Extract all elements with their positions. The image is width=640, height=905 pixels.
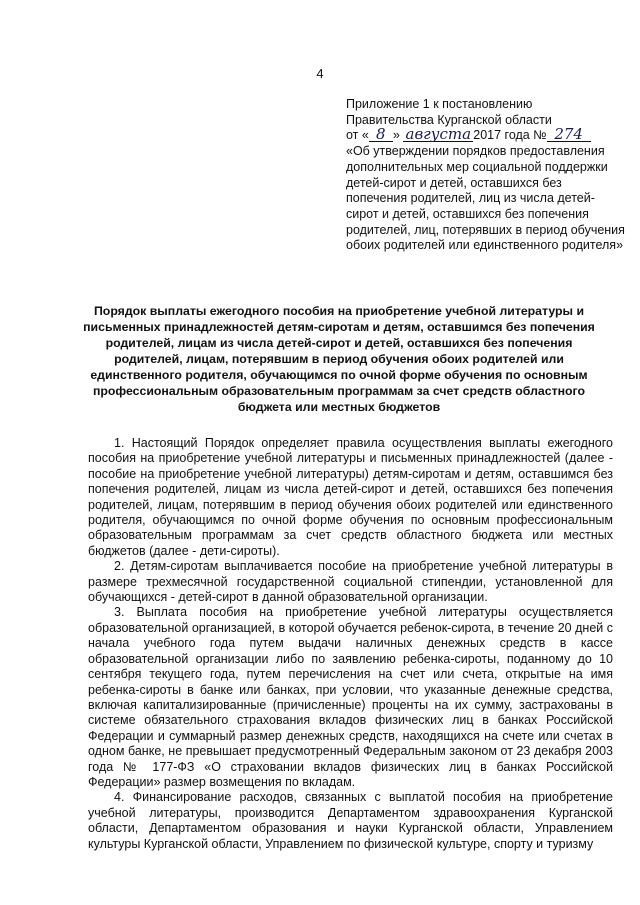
appendix-block [346, 97, 626, 254]
appendix-line-2: Правительства Курганской области [346, 112, 552, 127]
paragraph-4: 4. Финансирование расходов, связанных с выплатой пособия на приобретение учебной литературы, производится Департаментом здравоохранения Курганской области, Департаментом образования и науки Курганской области, Управлением культуры Курганской области, Управлением по физической культуре, спорту и туризму [88, 790, 613, 851]
document-title: Порядок выплаты ежегодного пособия на приобретение учебной литературы и письменных принадлежностей детям-сиротам и детям, оставшимся без попечения родителей, лицам из числа детей-сирот и детей, оставшихся без попечения родителей, лицам, потерявшим в период обучения обоих родителей или единственного родителя, обучающимся по очной форме обучения по основным профессиональным образовательным программам за счет средств областного бюджета или местных бюджетов [83, 304, 595, 414]
appendix-subject: «Об утверждении порядков предоставления дополнительных мер социальной поддержки детей-сирот и детей, оставшихся без попечения родителей, лиц из числа детей-сирот и детей, оставшихся без попечения родителей, лиц, потерявших в период обучения обоих родителей или единственного родителя» [346, 144, 625, 253]
handwritten-month: августа [403, 128, 473, 142]
date-prefix: от « [346, 128, 369, 143]
date-close: » [392, 128, 400, 143]
paragraph-1: 1. Настоящий Порядок определяет правила осуществления выплаты ежегодного пособия на приобретение учебной литературы и письменных принадлежностей (далее - пособие на приобретение учебной литературы) детям-сиротам и детям, оставшимся без попечения родителей, лицам из числа детей-сирот и детей, оставшихся без попечения родителей, лицам, потерявшим в период обучения обоих родителей или единственного родителя, обучающимся по очной форме обучения по основным профессиональным образовательным программам за счет средств областного бюджета или местных бюджетов (далее - дети-сироты). [88, 436, 613, 558]
document-body [88, 436, 613, 852]
appendix-date-line [346, 125, 626, 144]
page-number: 4 [316, 66, 324, 81]
appendix-line-1: Приложение 1 к постановлению [346, 97, 533, 111]
paragraph-3: 3. Выплата пособия на приобретение учебной литературы осуществляется образовательной организацией, в которой обучается ребенок-сирота, в течение 20 дней с начала учебного года путем выдачи наличных денежных средств в кассе образовательной организации либо по заявлению ребенка-сироты, поданному до 10 сентября текущего года, путем перечисления на счет или счета, открытые на имя ребенка-сироты в банке или банках, при условии, что указанные денежные средства, включая капитализированные (причисленные) проценты на их сумму, застрахованы в системе обязательного страхования вкладов физических лиц в банках Российской Федерации и суммарный размер денежных средств, находящихся на счете или счетах в одном банке, не превышает предусмотренный Федеральным законом от 23 декабря 2003 года № 177-ФЗ «О страховании вкладов физических лиц в банках Российской Федерации» размер возмещения по вкладам. [88, 605, 613, 789]
handwritten-number: 274 [547, 128, 591, 142]
year-text: 2017 года № [473, 128, 547, 143]
handwritten-day: 8 [369, 128, 393, 142]
paragraph-2: 2. Детям-сиротам выплачивается пособие на приобретение учебной литературы в размере трехмесячной государственной социальной стипендии, установленной для обучающихся - детей-сирот в данной образовательной организации. [88, 559, 613, 605]
